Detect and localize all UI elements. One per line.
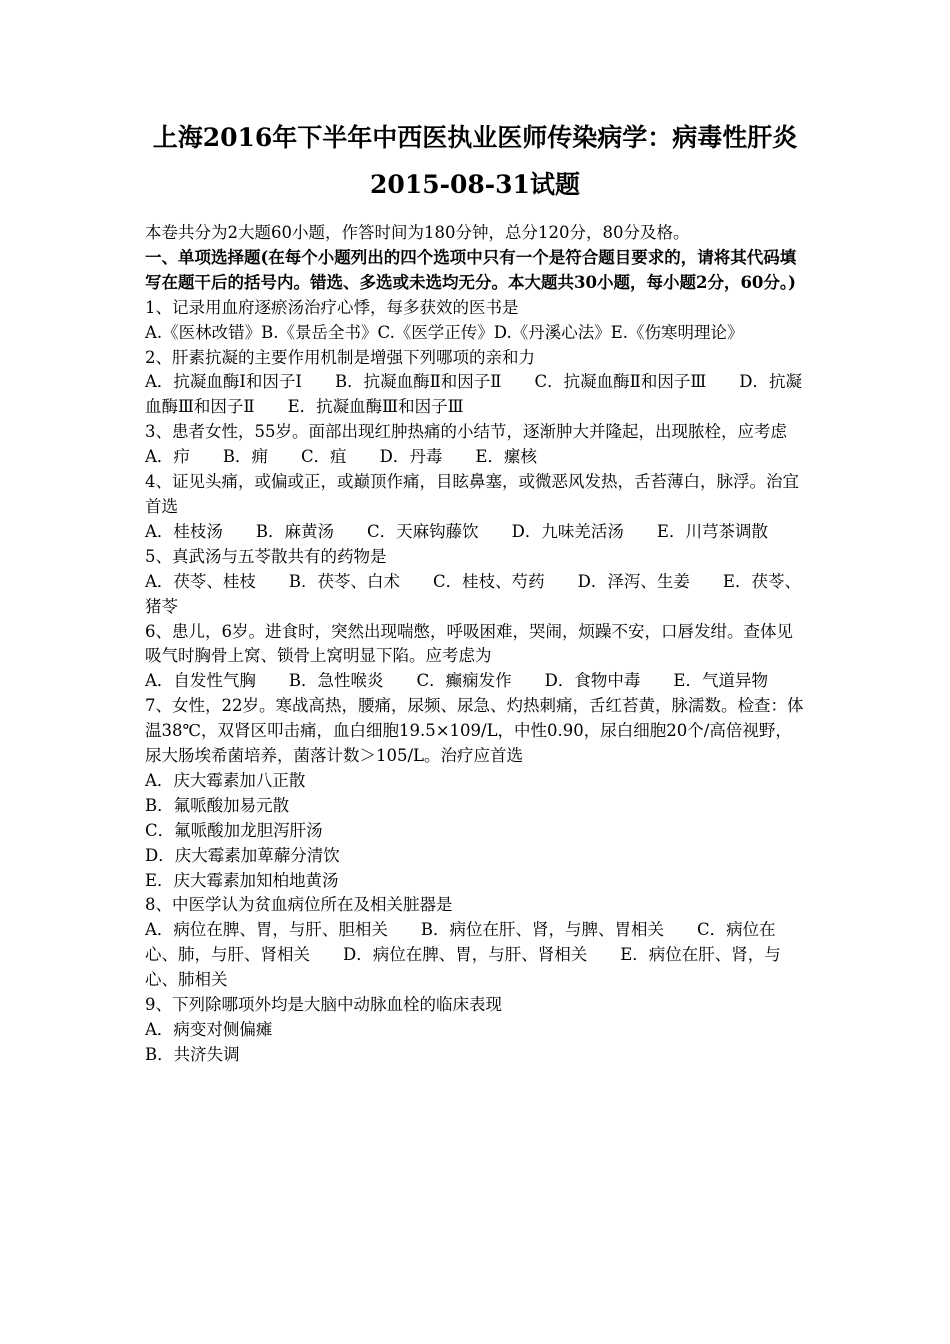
question-stem: 4、证见头痛，或偏或正，或巅顶作痛，目眩鼻塞，或微恶风发热，舌苔薄白，脉浮。治宜首选 [145,472,799,516]
question-options: A．自发性气胸 B．急性喉炎 C．癫痫发作 D．食物中毒 E．气道异物 [145,671,768,691]
question-stem: 2、肝素抗凝的主要作用机制是增强下列哪项的亲和力 [145,347,535,367]
question-stem: 9、下列除哪项外均是大脑中动脉血栓的临床表现 [145,995,502,1015]
question-stem: 5、真武汤与五苓散共有的药物是 [145,546,387,566]
question-options: A．病位在脾、胃，与肝、胆相关 B．病位在肝、肾，与脾、胃相关 C．病位在心、肺，与肝、肾相关 D．病位在脾、胃，与肝、肾相关 E．病位在肝、肾，与心、肺相关 [145,920,781,990]
page-title-line-1: 上海2016年下半年中西医执业医师传染病学：病毒性肝炎 [152,123,798,152]
page-title-line-2: 2015-08-31试题 [370,170,580,199]
intro-text: 本卷共分为2大题60小题，作答时间为180分钟，总分120分，80分及格。 [145,223,690,242]
question-stem: 8、中医学认为贫血病位所在及相关脏器是 [145,895,453,915]
question-option: A．病变对侧偏瘫 [145,1020,273,1039]
question-option: B．共济失调 [145,1044,240,1064]
question-stem: 3、患者女性，55岁。面部出现红肿热痛的小结节，逐渐肿大并隆起，出现脓栓，应考虑 [145,422,787,442]
question-stem: 7、女性，22岁。寒战高热，腰痛，尿频、尿急、灼热刺痛，舌红苔黄，脉濡数。检查：体温38℃，双肾区叩击痛，血白细胞19.5×109/L，中性0.90，尿白细胞20个/高倍视野，尿大肠埃希菌培养，菌落计数＞105/L。治疗应首选 [145,696,804,766]
question-stem: 1、记录用血府逐瘀汤治疗心悸，每多获效的医书是 [145,297,519,317]
question-options: A．茯苓、桂枝 B．茯苓、白术 C．桂枝、芍药 D．泽泻、生姜 E．茯苓、猪苓 [145,571,801,616]
question-option: C．氟哌酸加龙胆泻肝汤 [145,820,323,840]
section-heading: 一、单项选择题(在每个小题列出的四个选项中只有一个是符合题目要求的，请将其代码填写在题干后的括号内。错选、多选或未选均无分。本大题共30小题，每小题2分，60分。) [145,247,797,292]
question-option: B．氟哌酸加易元散 [145,795,290,815]
question-stem: 6、患儿，6岁。进食时，突然出现喘憋，呼吸困难，哭闹，烦躁不安，口唇发绀。查体见吸气时胸骨上窝、锁骨上窝明显下陷。应考虑为 [145,621,793,666]
question-option: E．庆大霉素加知柏地黄汤 [145,870,339,890]
question-option: A．庆大霉素加八正散 [145,770,306,790]
question-option: D．庆大霉素加萆薢分清饮 [145,845,340,865]
question-options: A．抗凝血酶Ⅰ和因子Ⅰ B．抗凝血酶Ⅱ和因子Ⅱ C．抗凝血酶Ⅱ和因子Ⅲ D．抗凝血酶Ⅲ和因子Ⅱ E．抗凝血酶Ⅲ和因子Ⅲ [145,372,802,417]
document-body [145,221,807,1068]
question-options: A．疖 B．痈 C．疽 D．丹毒 E．瘰核 [145,447,537,467]
question-options: A.《医林改错》B.《景岳全书》C.《医学正传》D.《丹溪心法》E.《伤寒明理论》 [145,322,744,342]
question-options: A．桂枝汤 B．麻黄汤 C．天麻钩藤饮 D．九味羌活汤 E．川芎茶调散 [145,521,768,541]
